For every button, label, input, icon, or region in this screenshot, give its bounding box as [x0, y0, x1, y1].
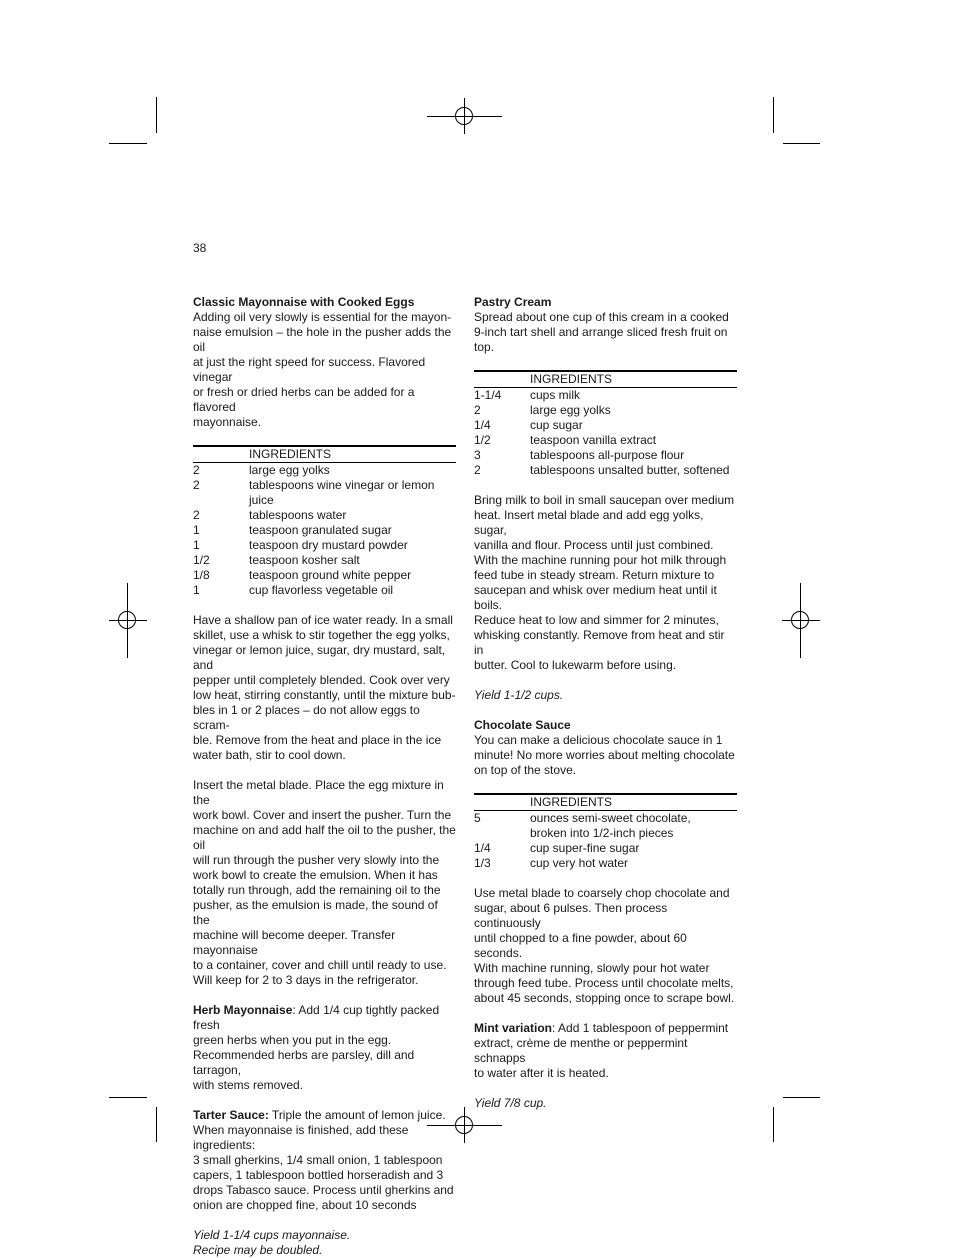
pastry-cream-intro: Spread about one cup of this cream in a cooked 9-inch tart shell and arrange sliced fresh fruit on top.: [474, 310, 729, 354]
right-column: [474, 295, 737, 1111]
mayonnaise-step-1: Have a shallow pan of ice water ready. In a small skillet, use a whisk to stir together the egg yolks, vinegar or lemon juice, sugar, dry mustard, salt, and pepper until completely blended. Cook over very low heat, stirring constantly, until the mixture bub- bles in 1 or 2 places – do not allow eggs to scram- ble. Remove from the heat and place in the ice water bath, stir to cool down.: [193, 613, 456, 762]
pastry-cream-yield: Yield 1-1/2 cups.: [474, 688, 564, 702]
ingredient-row: 2 tablespoons wine vinegar or lemon juice: [193, 478, 435, 507]
mint-variation: Mint variation: Add 1 tablespoon of peppermint extract, crème de menthe or peppermint schnapps to water after it is heated.: [474, 1021, 729, 1080]
mayonnaise-yield: Yield 1-1/4 cups mayonnaise. Recipe may be doubled.: [193, 1228, 351, 1257]
chocolate-sauce-yield: Yield 7/8 cup.: [474, 1096, 547, 1110]
left-column: [193, 295, 456, 1258]
ingredients-header-row: INGREDIENTS: [474, 794, 737, 811]
recipe-title-pastry-cream: Pastry Cream: [474, 295, 552, 309]
ingredient-row: 2 large egg yolks: [474, 403, 611, 417]
crop-mark: [773, 97, 774, 133]
variation-label: Herb Mayonnaise: [193, 1003, 293, 1017]
tarter-sauce-variation: Tarter Sauce: Triple the amount of lemon juice. When mayonnaise is finished, add these ingredients: 3 small gherkins, 1/4 small onion, 1 tablespoon capers, 1 tablespoon bottled horseradish and 3 drops Tabasco sauce. Process until gherkins and onion are chopped fine, about 10 seconds: [193, 1108, 454, 1212]
ingredient-row: 2 tablespoons unsalted butter, softened: [474, 463, 730, 477]
chocolate-sauce-intro: You can make a delicious chocolate sauce in 1 minute! No more worries about melting chocolate on top of the stove.: [474, 733, 735, 777]
mayonnaise-step-2: Insert the metal blade. Place the egg mixture in the work bowl. Cover and insert the pusher. Turn the machine on and add half the oil to the pusher, the oil will run through the pusher very slowly into the work bowl to create the emulsion. When it has totally run through, add the remaining oil to the pusher, as the emulsion is made, the sound of the machine will become deeper. Transfer mayonnaise to a container, cover and chill until ready to use. Will keep for 2 to 3 days in the refrigerator.: [193, 778, 456, 987]
crop-mark: [156, 97, 157, 133]
ingredient-row: 1/4 cup sugar: [474, 418, 583, 432]
ingredients-header-row: INGREDIENTS: [474, 371, 737, 388]
ingredient-row: 1-1/4 cups milk: [474, 388, 581, 402]
ingredient-row: 2 large egg yolks: [193, 463, 330, 477]
pastry-cream-method: Bring milk to boil in small saucepan over medium heat. Insert metal blade and add egg yolks, sugar, vanilla and flour. Process until just combined. With the machine running pour hot milk through feed tube in steady stream. Return mixture to saucepan and whisk over medium heat until it boils. Reduce heat to low and simmer for 2 minutes, whisking constantly. Remove from heat and stir in butter. Cool to lukewarm before using.: [474, 493, 735, 672]
variation-label: Tarter Sauce:: [193, 1108, 269, 1122]
pastry-cream-ingredients-table: [474, 370, 737, 478]
recipe-title-mayonnaise: Classic Mayonnaise with Cooked Eggs: [193, 295, 415, 309]
crop-mark: [773, 1107, 774, 1142]
crop-mark: [109, 143, 147, 144]
page-number: 38: [193, 241, 207, 255]
ingredient-row: 1 cup flavorless vegetable oil: [193, 583, 394, 597]
ingredient-row: 1/3 cup very hot water: [474, 856, 629, 870]
ingredient-row: 1 teaspoon dry mustard powder: [193, 538, 408, 552]
ingredient-row: 5 ounces semi-sweet chocolate,: [474, 811, 691, 825]
chocolate-sauce-method: Use metal blade to coarsely chop chocolate and sugar, about 6 pulses. Then process continuously until chopped to a fine powder, about 60 seconds. With machine running, slowly pour hot water through feed tube. Process until chocolate melts, about 45 seconds, stopping once to scrape bowl.: [474, 886, 735, 1005]
chocolate-sauce-ingredients-table: [474, 793, 737, 871]
crop-mark: [109, 1097, 147, 1098]
ingredient-row: broken into 1/2-inch pieces: [530, 826, 674, 840]
ingredient-row: 1/4 cup super-fine sugar: [474, 841, 640, 855]
mayonnaise-ingredients-table: [193, 445, 456, 598]
variation-label: Mint variation: [474, 1021, 553, 1035]
mayonnaise-intro: Adding oil very slowly is essential for the mayon- naise emulsion – the hole in the pusher adds the oil at just the right speed for success. Flavored vinegar or fresh or dried herbs can be added for a flavored mayonnaise.: [193, 310, 452, 429]
ingredient-row: 1/2 teaspoon kosher salt: [193, 553, 360, 567]
crop-mark: [156, 1107, 157, 1142]
ingredient-row: 3 tablespoons all-purpose flour: [474, 448, 685, 462]
ingredients-header-row: INGREDIENTS: [193, 446, 456, 463]
recipe-title-chocolate-sauce: Chocolate Sauce: [474, 718, 571, 732]
crop-mark: [783, 1097, 820, 1098]
ingredient-row: 1/2 teaspoon vanilla extract: [474, 433, 657, 447]
ingredient-row: 1/8 teaspoon ground white pepper: [193, 568, 412, 582]
ingredient-row: 1 teaspoon granulated sugar: [193, 523, 392, 537]
herb-mayonnaise-variation: Herb Mayonnaise: Add 1/4 cup tightly packed fresh green herbs when you put in the egg. Recommended herbs are parsley, dill and tarragon, with stems removed.: [193, 1003, 440, 1092]
ingredient-row: 2 tablespoons water: [193, 508, 347, 522]
crop-mark: [783, 143, 820, 144]
